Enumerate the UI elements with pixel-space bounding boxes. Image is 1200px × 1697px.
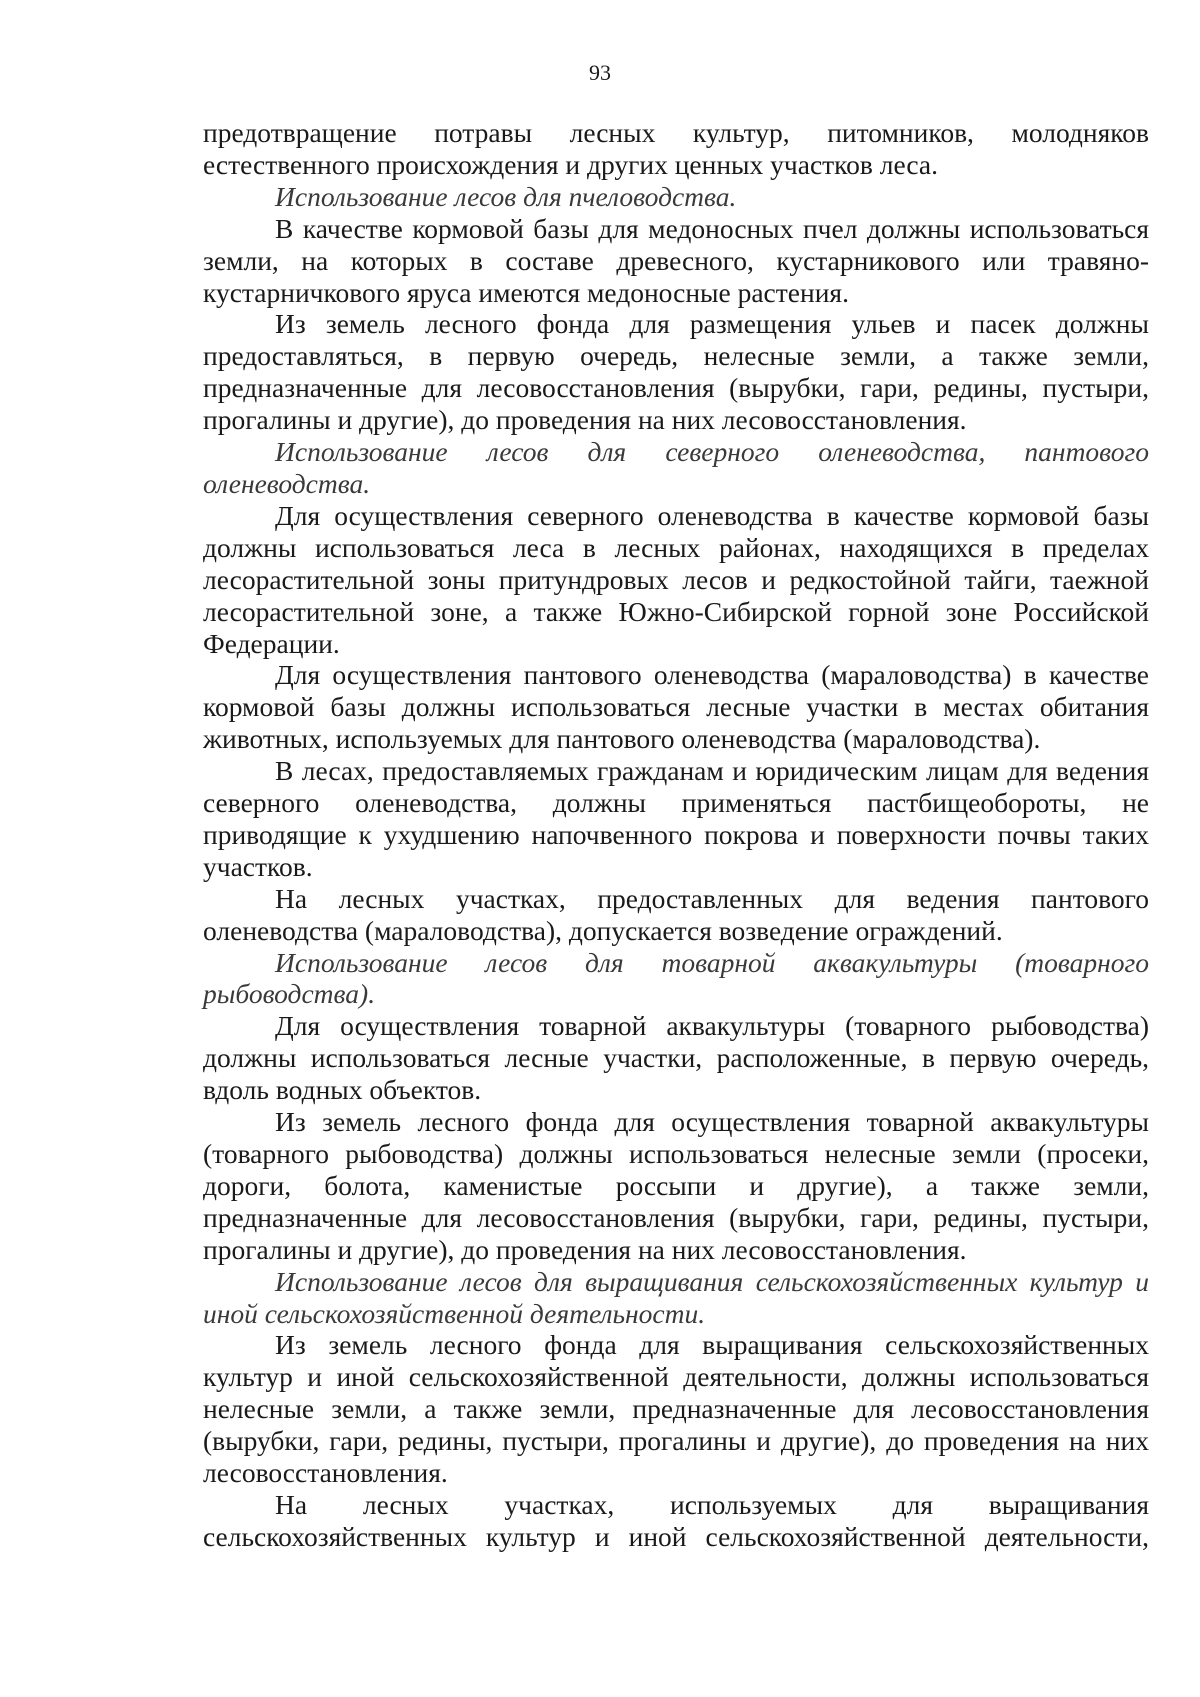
section-heading-aquaculture: Использование лесов для товарной аквакультуры (товарного рыбоводства). bbox=[203, 946, 1149, 1010]
section-heading-agriculture: Использование лесов для выращивания сельскохозяйственных культур и иной сельскохозяйственной деятельности. bbox=[203, 1265, 1149, 1329]
paragraph-continuation: предотвращение потравы лесных культур, питомников, молодняков естественного происхождения и других ценных участков леса. bbox=[203, 117, 1149, 180]
paragraph: Из земель лесного фонда для выращивания сельскохозяйственных культур и иной сельскохозяйственной деятельности, должны использоваться нелесные земли, а также земли, предназначенные для лесовосстановления (вырубки, гари, редины, пустыри, прогалины и другие), до проведения на них лесовосстановления. bbox=[203, 1329, 1149, 1489]
document-body bbox=[203, 117, 1149, 1553]
paragraph: На лесных участках, предоставленных для ведения пантового оленеводства (мараловодства), допускается возведение ограждений. bbox=[203, 882, 1149, 946]
section-heading-reindeer-herding: Использование лесов для северного оленеводства, пантового оленеводства. bbox=[203, 436, 1149, 499]
paragraph: Для осуществления пантового оленеводства (мараловодства) в качестве кормовой базы должны использоваться лесные участки в местах обитания животных, используемых для пантового оленеводства (мараловодства). bbox=[203, 659, 1149, 755]
paragraph-continues-next-page: На лесных участках, используемых для выращивания сельскохозяйственных культур и иной сельскохозяйственной деятельности, bbox=[203, 1488, 1149, 1552]
section-heading-beekeeping: Использование лесов для пчеловодства. bbox=[275, 180, 737, 212]
paragraph: Из земель лесного фонда для осуществления товарной аквакультуры (товарного рыбоводства) должны использоваться нелесные земли (просеки, дороги, болота, каменистые россыпи и другие), а также земли, предназначенные для лесовосстановления (вырубки, гари, редины, пустыри, прогалины и другие), до проведения на них лесовосстановления. bbox=[203, 1106, 1149, 1265]
paragraph: В лесах, предоставляемых гражданам и юридическим лицам для ведения северного оленеводства, должны применяться пастбищеобороты, не приводящие к ухудшению напочвенного покрова и поверхности почвы таких участков. bbox=[203, 755, 1149, 882]
paragraph: Для осуществления северного оленеводства в качестве кормовой базы должны использоваться леса в лесных районах, находящихся в пределах лесорастительной зоны притундровых лесов и редкостойной тайги, таежной лесорастительной зоне, а также Южно-Сибирской горной зоне Российской Федерации. bbox=[203, 499, 1149, 659]
page-number: 93 bbox=[589, 60, 611, 85]
paragraph: В качестве кормовой базы для медоносных пчел должны использоваться земли, на которых в составе древесного, кустарникового или травяно-кустарничкового яруса имеются медоносные растения. bbox=[203, 212, 1149, 308]
paragraph: Для осуществления товарной аквакультуры (товарного рыбоводства) должны использоваться лесные участки, расположенные, в первую очередь, вдоль водных объектов. bbox=[203, 1010, 1149, 1106]
paragraph: Из земель лесного фонда для размещения ульев и пасек должны предоставляться, в первую очередь, нелесные земли, а также земли, предназначенные для лесовосстановления (вырубки, гари, редины, пустыри, прогалины и другие), до проведения на них лесовосстановления. bbox=[203, 308, 1149, 436]
